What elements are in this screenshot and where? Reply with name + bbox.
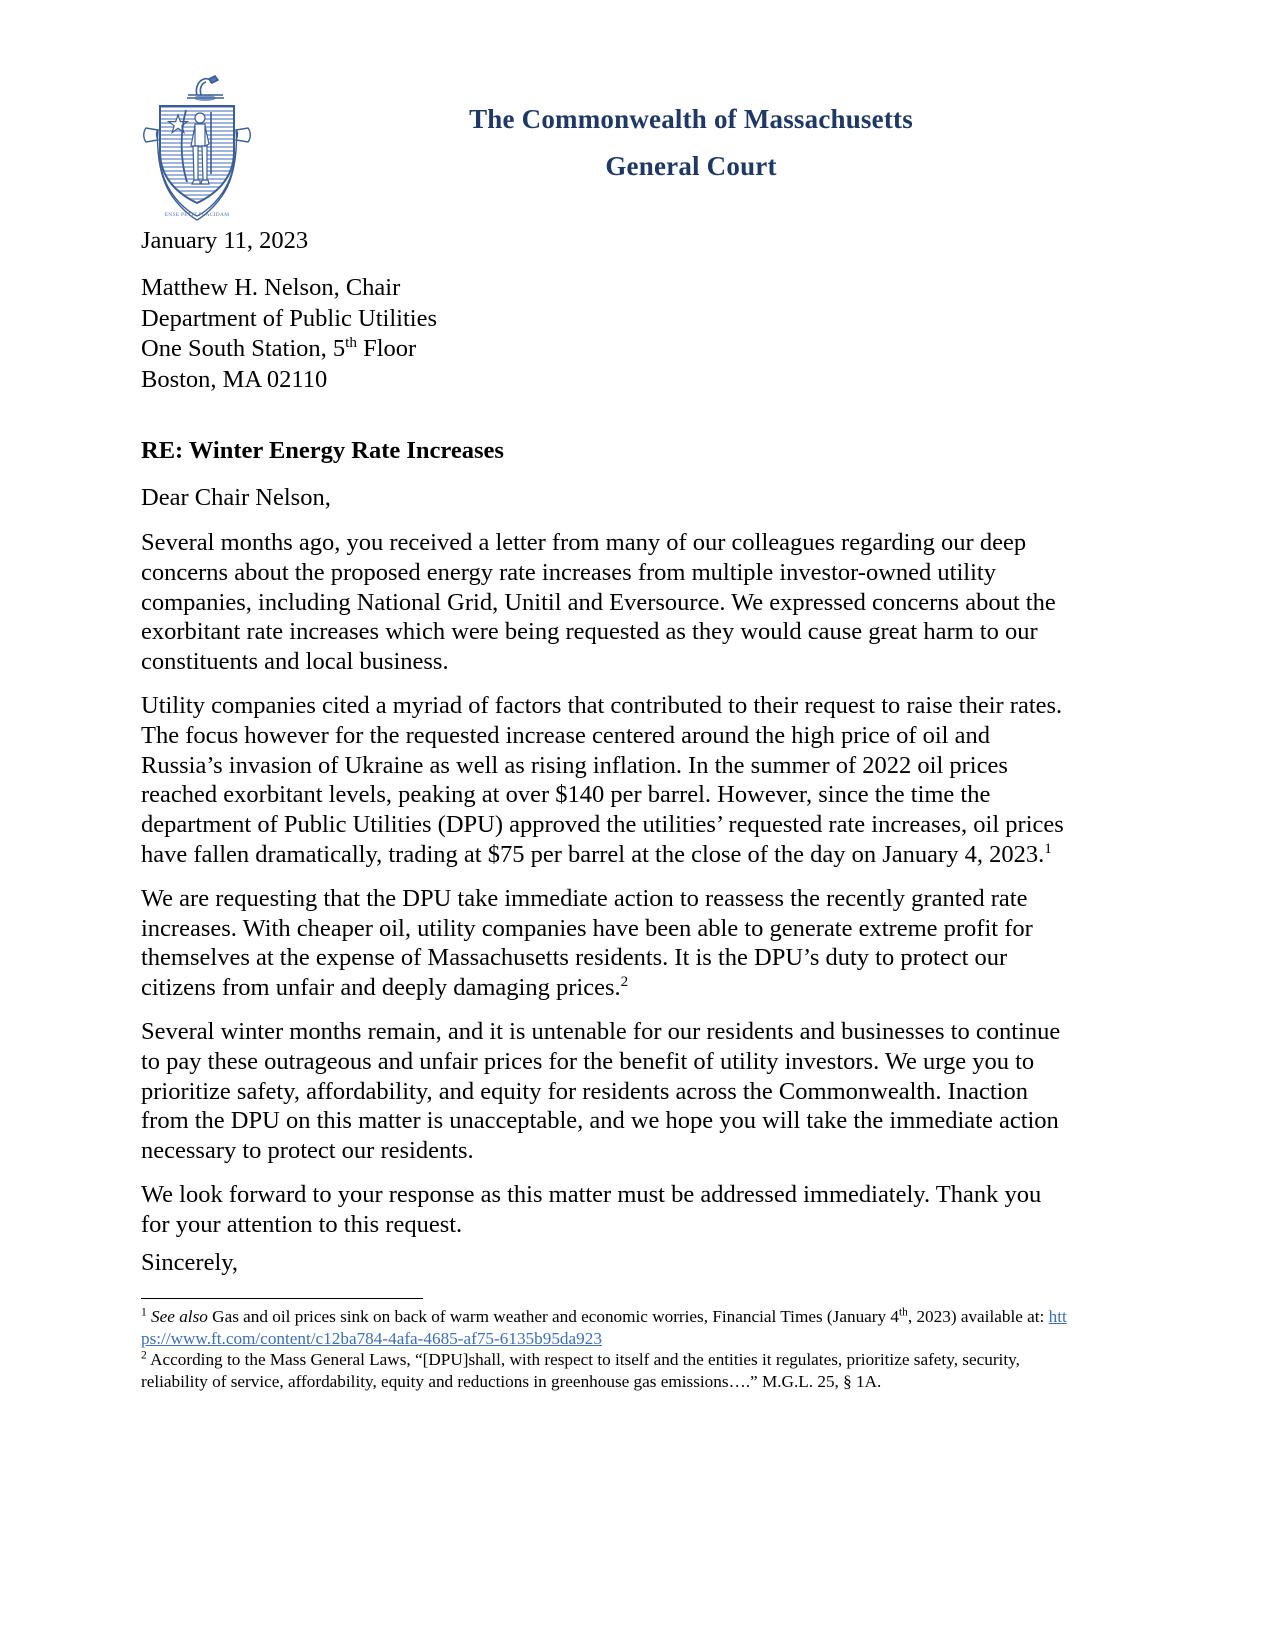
paragraph-text: Several winter months remain, and it is untenable for our residents and businesses to continue to pay these outrageous and unfair prices for the benefit of utility investors. We urge you to prioritize safety, affordability, and equity for residents across the Commonwealth. Inaction from the DPU on this matter is unacceptable, and we hope you will take the immediate action necessary to protect our residents. (141, 1017, 1061, 1165)
footnote-area (141, 1298, 1072, 1392)
footnote-1-link[interactable]: https://www.ft.com/content/c12ba784-4afa-4685-af75-6135b95da923 (141, 1307, 1067, 1348)
recipient-street (141, 334, 437, 365)
letter-content (141, 0, 1072, 1276)
letterhead (141, 0, 1072, 218)
body-paragraph-2 (141, 691, 1072, 870)
letterhead-title (321, 104, 1061, 182)
massachusetts-state-seal-icon (138, 74, 256, 222)
recipient-address-block (141, 273, 437, 395)
recipient-street-ordinal: th (345, 333, 357, 351)
footnote-1-text-cont: , 2023) available at: (907, 1307, 1049, 1326)
footnote-ref-2[interactable]: 2 (620, 973, 629, 990)
paragraph-text: Utility companies cited a myriad of factors that contributed to their request to raise their rates. The focus however for the requested increase centered around the high price of oil and Russia’s invasion of Ukraine as well as rising inflation. In the summer of 2022 oil prices reached exorbitant levels, peaking at over $140 per barrel. However, since the time the department of Public Utilities (DPU) approved the utilities’ requested rate increases, oil prices have fallen dramatically, trading at $75 per barrel at the close of the day on January 4, 2023. (141, 691, 1064, 868)
letterhead-title-line2: General Court (605, 151, 777, 181)
footnote-1-marker: 1 (141, 1306, 147, 1319)
recipient-department: Department of Public Utilities (141, 304, 437, 332)
letter-salutation: Dear Chair Nelson, (141, 484, 331, 511)
paragraph-text: We look forward to your response as this matter must be addressed immediately. Thank you for your attention to this request. (141, 1180, 1042, 1238)
body-paragraph-4 (141, 1017, 1072, 1166)
recipient-street-suffix: Floor (357, 335, 417, 362)
footnote-1 (141, 1306, 1072, 1349)
paragraph-text: We are requesting that the DPU take immediate action to reassess the recently granted rate increases. With cheaper oil, utility companies have been able to generate extreme profit for themselves at the expense of Massachusetts residents. It is the DPU’s duty to protect our citizens from unfair and deeply damaging prices. (141, 884, 1033, 1002)
footnote-2-marker: 2 (141, 1349, 147, 1362)
footnote-2 (141, 1349, 1072, 1392)
footnote-1-ordinal: th (899, 1306, 908, 1319)
letter-subject: RE: Winter Energy Rate Increases (141, 437, 504, 464)
footnote-1-italic-lead: See also (151, 1307, 208, 1326)
body-paragraph-3 (141, 884, 1072, 1003)
recipient-street-prefix: One South Station, 5 (141, 335, 346, 362)
letter-date: January 11, 2023 (141, 227, 309, 254)
recipient-name: Matthew H. Nelson, Chair (141, 274, 401, 301)
svg-text:ENSE PETIT PLACIDAM: ENSE PETIT PLACIDAM (164, 212, 230, 218)
letter-body (141, 528, 1072, 1254)
footnote-1-text: Gas and oil prices sink on back of warm weather and economic worries, Financial Times (January 4 (207, 1307, 900, 1326)
recipient-city-state-zip: Boston, MA 02110 (141, 365, 328, 393)
body-paragraph-1 (141, 528, 1072, 677)
footnote-ref-1[interactable]: 1 (1044, 839, 1052, 857)
letterhead-title-line1: The Commonwealth of Massachusetts (469, 104, 913, 134)
footnote-separator-rule (141, 1298, 423, 1299)
paragraph-text: Several months ago, you received a letter from many of our colleagues regarding our deep concerns about the proposed energy rate increases from multiple investor-owned utility companies, including National Grid, Unitil and Eversource. We expressed concerns about the exorbitant rate increases which were being requested as they would cause great harm to our constituents and local business. (141, 529, 1056, 676)
footnote-2-text: According to the Mass General Laws, “[DPU]shall, with respect to itself and the entities it regulates, prioritize safety, security, reliability of service, affordability, equity and reductions in greenhouse gas emissions….” M.G.L. 25, § 1A. (141, 1350, 1020, 1391)
letter-closing: Sincerely, (141, 1249, 239, 1276)
body-paragraph-5 (141, 1180, 1072, 1240)
